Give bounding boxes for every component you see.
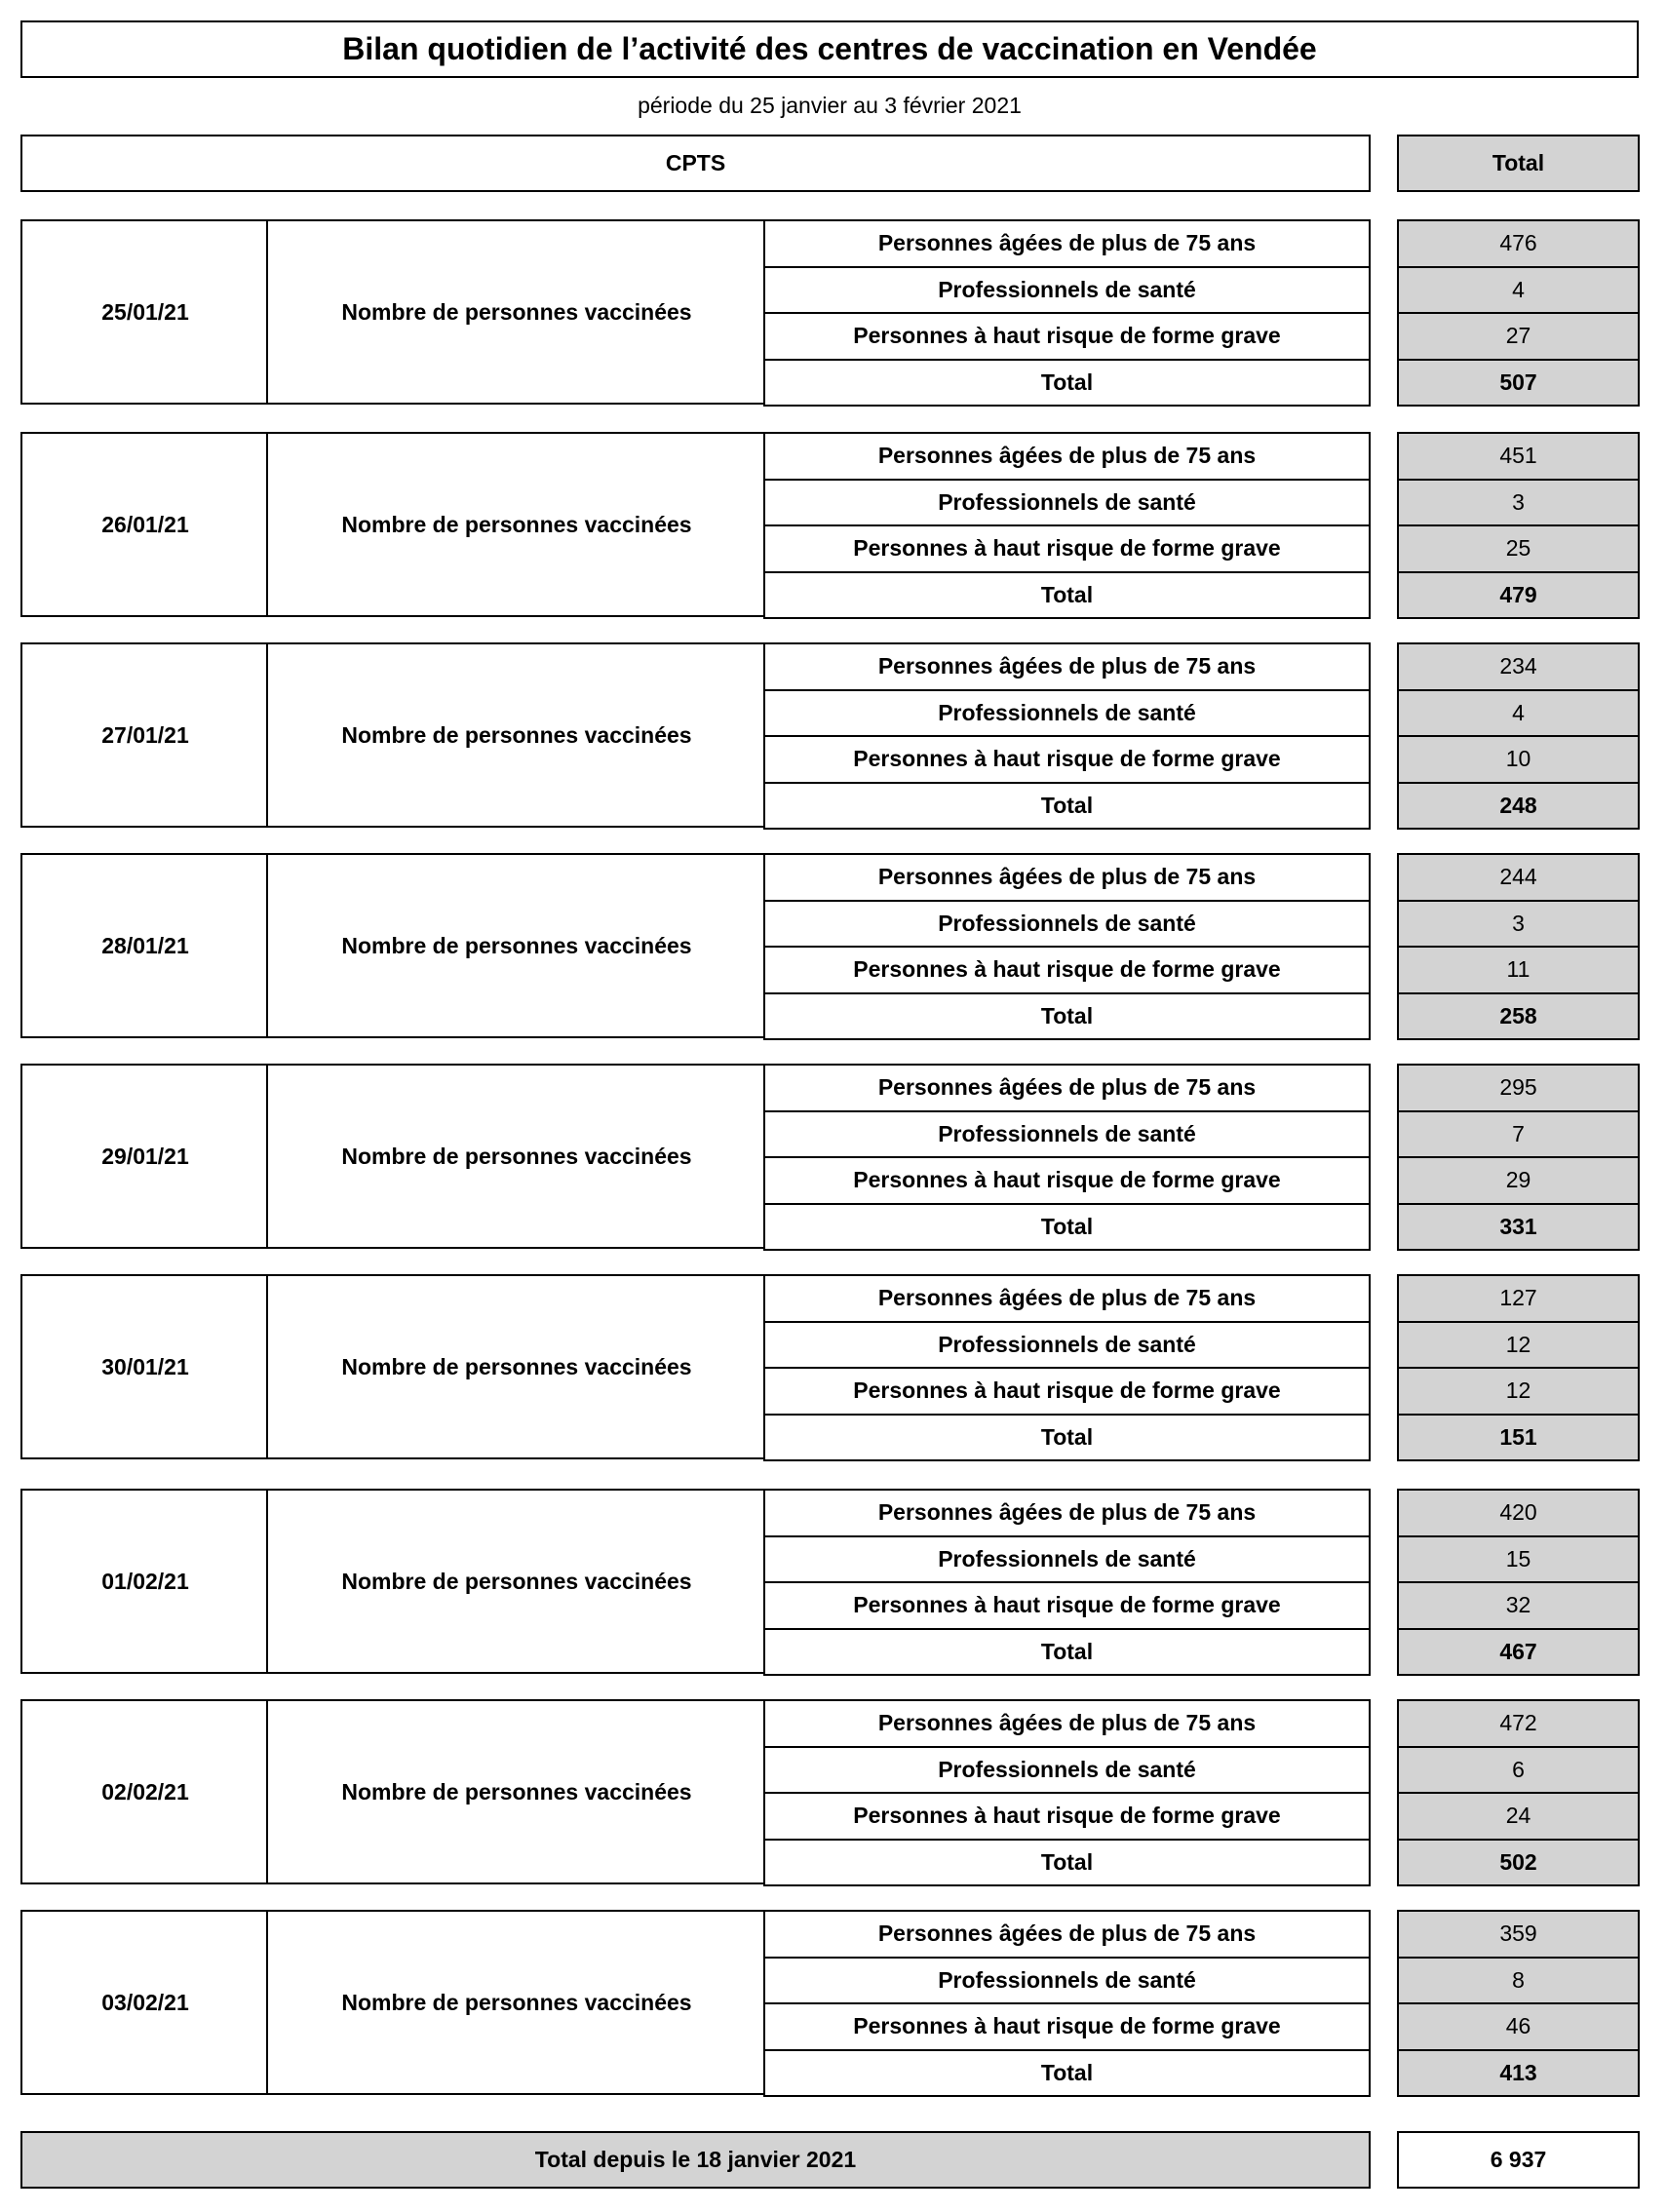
category-value: 6 xyxy=(1397,1746,1640,1795)
category-label: Professionnels de santé xyxy=(763,900,1371,949)
category-value: 3 xyxy=(1397,900,1640,949)
category-label: Professionnels de santé xyxy=(763,1321,1371,1370)
day-total-value: 331 xyxy=(1397,1203,1640,1252)
day-block xyxy=(0,1274,1666,1459)
category-label: Professionnels de santé xyxy=(763,1746,1371,1795)
day-total-value: 507 xyxy=(1397,359,1640,407)
day-total-value: 479 xyxy=(1397,571,1640,620)
metric-label: Nombre de personnes vaccinées xyxy=(266,432,765,617)
grand-total-value: 6 937 xyxy=(1397,2131,1640,2189)
day-date: 01/02/21 xyxy=(20,1489,268,1674)
category-total-label: Total xyxy=(763,1628,1371,1677)
category-label: Personnes âgées de plus de 75 ans xyxy=(763,432,1371,481)
category-value: 27 xyxy=(1397,312,1640,361)
day-total-value: 502 xyxy=(1397,1839,1640,1887)
category-value: 15 xyxy=(1397,1535,1640,1584)
category-value: 476 xyxy=(1397,219,1640,268)
category-label: Personnes à haut risque de forme grave xyxy=(763,1156,1371,1205)
metric-label: Nombre de personnes vaccinées xyxy=(266,1064,765,1249)
category-value: 32 xyxy=(1397,1581,1640,1630)
category-label: Professionnels de santé xyxy=(763,1110,1371,1159)
category-value: 295 xyxy=(1397,1064,1640,1112)
category-total-label: Total xyxy=(763,571,1371,620)
category-label: Personnes à haut risque de forme grave xyxy=(763,524,1371,573)
category-label: Personnes à haut risque de forme grave xyxy=(763,1581,1371,1630)
category-value: 472 xyxy=(1397,1699,1640,1748)
category-value: 29 xyxy=(1397,1156,1640,1205)
category-label: Personnes à haut risque de forme grave xyxy=(763,1792,1371,1841)
day-date: 02/02/21 xyxy=(20,1699,268,1884)
category-value: 420 xyxy=(1397,1489,1640,1537)
day-total-value: 248 xyxy=(1397,782,1640,831)
category-total-label: Total xyxy=(763,359,1371,407)
category-label: Personnes à haut risque de forme grave xyxy=(763,312,1371,361)
day-block xyxy=(0,1064,1666,1249)
category-label: Personnes à haut risque de forme grave xyxy=(763,735,1371,784)
category-value: 7 xyxy=(1397,1110,1640,1159)
category-label: Personnes âgées de plus de 75 ans xyxy=(763,1910,1371,1959)
category-total-label: Total xyxy=(763,1414,1371,1462)
category-value: 10 xyxy=(1397,735,1640,784)
category-total-label: Total xyxy=(763,992,1371,1041)
day-block xyxy=(0,853,1666,1038)
category-label: Professionnels de santé xyxy=(763,689,1371,738)
category-label: Personnes âgées de plus de 75 ans xyxy=(763,1274,1371,1323)
category-value: 244 xyxy=(1397,853,1640,902)
category-label: Personnes âgées de plus de 75 ans xyxy=(763,1489,1371,1537)
header-cpts: CPTS xyxy=(20,135,1371,192)
category-value: 24 xyxy=(1397,1792,1640,1841)
day-total-value: 413 xyxy=(1397,2049,1640,2098)
category-value: 12 xyxy=(1397,1321,1640,1370)
category-label: Professionnels de santé xyxy=(763,1535,1371,1584)
report-title: Bilan quotidien de l’activité des centres de vaccination en Vendée xyxy=(20,20,1639,78)
category-value: 451 xyxy=(1397,432,1640,481)
category-label: Personnes âgées de plus de 75 ans xyxy=(763,219,1371,268)
day-total-value: 151 xyxy=(1397,1414,1640,1462)
report-period: période du 25 janvier au 3 février 2021 xyxy=(638,92,1022,118)
category-value: 12 xyxy=(1397,1367,1640,1416)
day-date: 27/01/21 xyxy=(20,642,268,828)
category-value: 359 xyxy=(1397,1910,1640,1959)
day-block xyxy=(0,219,1666,405)
category-label: Personnes à haut risque de forme grave xyxy=(763,946,1371,994)
day-block xyxy=(0,432,1666,617)
category-label: Professionnels de santé xyxy=(763,266,1371,315)
metric-label: Nombre de personnes vaccinées xyxy=(266,1910,765,2095)
metric-label: Nombre de personnes vaccinées xyxy=(266,219,765,405)
header-total: Total xyxy=(1397,135,1640,192)
day-date: 28/01/21 xyxy=(20,853,268,1038)
category-total-label: Total xyxy=(763,1839,1371,1887)
category-label: Professionnels de santé xyxy=(763,479,1371,527)
category-value: 4 xyxy=(1397,689,1640,738)
category-label: Personnes à haut risque de forme grave xyxy=(763,2002,1371,2051)
category-value: 4 xyxy=(1397,266,1640,315)
day-total-value: 467 xyxy=(1397,1628,1640,1677)
day-block xyxy=(0,642,1666,828)
day-total-value: 258 xyxy=(1397,992,1640,1041)
day-date: 26/01/21 xyxy=(20,432,268,617)
day-date: 03/02/21 xyxy=(20,1910,268,2095)
metric-label: Nombre de personnes vaccinées xyxy=(266,1274,765,1459)
category-label: Personnes âgées de plus de 75 ans xyxy=(763,642,1371,691)
category-total-label: Total xyxy=(763,2049,1371,2098)
category-value: 11 xyxy=(1397,946,1640,994)
category-total-label: Total xyxy=(763,782,1371,831)
day-block xyxy=(0,1699,1666,1884)
grand-total-label: Total depuis le 18 janvier 2021 xyxy=(20,2131,1371,2189)
category-value: 8 xyxy=(1397,1957,1640,2005)
category-label: Professionnels de santé xyxy=(763,1957,1371,2005)
category-total-label: Total xyxy=(763,1203,1371,1252)
category-label: Personnes à haut risque de forme grave xyxy=(763,1367,1371,1416)
category-value: 3 xyxy=(1397,479,1640,527)
category-label: Personnes âgées de plus de 75 ans xyxy=(763,853,1371,902)
day-block xyxy=(0,1910,1666,2095)
metric-label: Nombre de personnes vaccinées xyxy=(266,853,765,1038)
metric-label: Nombre de personnes vaccinées xyxy=(266,1489,765,1674)
category-value: 234 xyxy=(1397,642,1640,691)
category-label: Personnes âgées de plus de 75 ans xyxy=(763,1064,1371,1112)
category-label: Personnes âgées de plus de 75 ans xyxy=(763,1699,1371,1748)
category-value: 46 xyxy=(1397,2002,1640,2051)
category-value: 25 xyxy=(1397,524,1640,573)
day-block xyxy=(0,1489,1666,1674)
day-date: 25/01/21 xyxy=(20,219,268,405)
metric-label: Nombre de personnes vaccinées xyxy=(266,1699,765,1884)
metric-label: Nombre de personnes vaccinées xyxy=(266,642,765,828)
day-date: 30/01/21 xyxy=(20,1274,268,1459)
category-value: 127 xyxy=(1397,1274,1640,1323)
day-date: 29/01/21 xyxy=(20,1064,268,1249)
